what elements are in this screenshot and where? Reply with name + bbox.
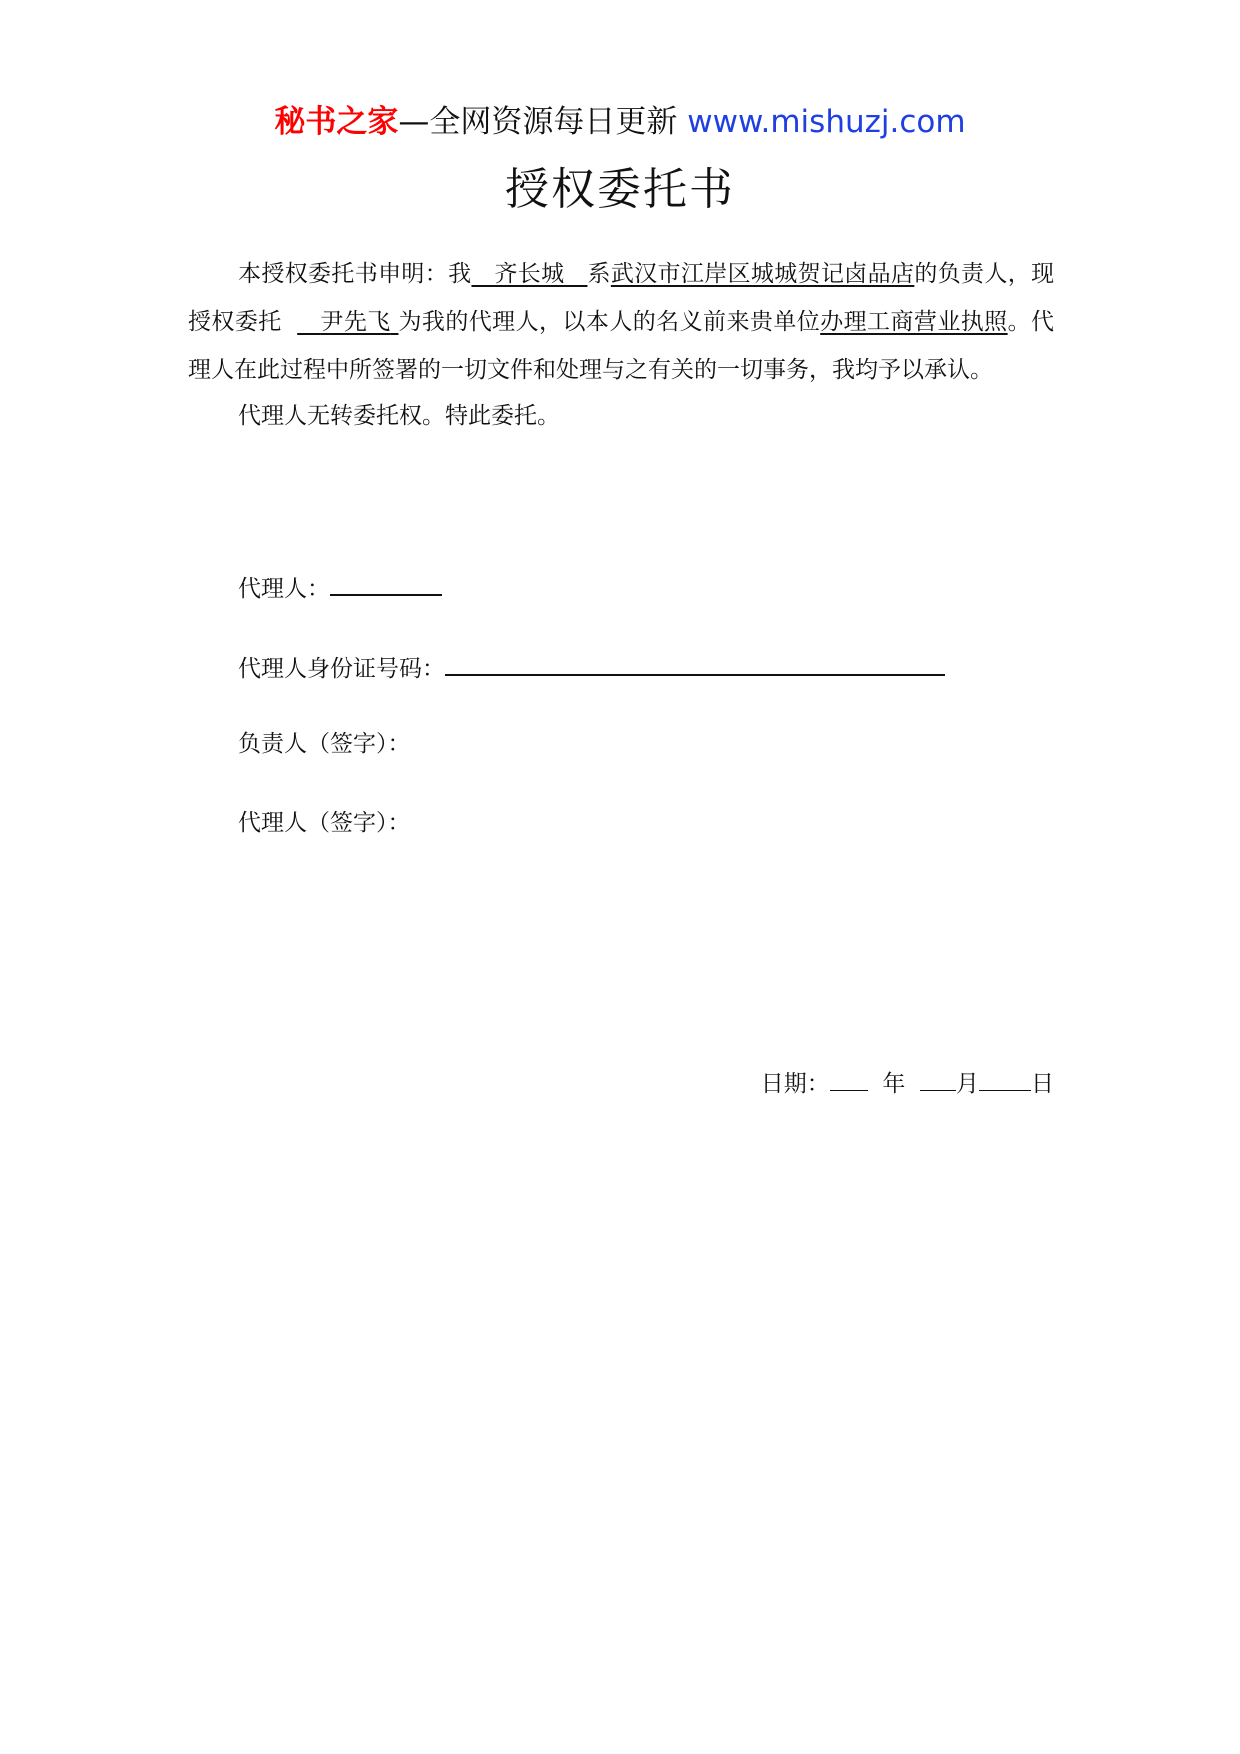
agent-label: 代理人：: [238, 576, 330, 602]
date-year-label: 年: [882, 1071, 906, 1097]
no-subdelegation-paragraph: 代理人无转委托权。特此委托。: [238, 403, 560, 429]
agent-name-field: 尹先飞: [320, 309, 391, 335]
agent-signature-row: [238, 807, 411, 839]
principal-name-field: 齐长城: [494, 261, 565, 287]
para-prefix: 本授权委托书申明：我: [238, 261, 472, 287]
agent-id-row: [238, 650, 945, 685]
date-label: 日期：: [760, 1071, 830, 1097]
date-day-blank[interactable]: [979, 1068, 1031, 1091]
site-header: [0, 100, 1240, 144]
date-year-blank[interactable]: [830, 1068, 868, 1091]
para-mid2: 的负责人，现授权委托: [188, 261, 1055, 335]
agent-id-label: 代理人身份证号码：: [238, 656, 445, 682]
agent-name-blank[interactable]: [330, 570, 442, 596]
store-name-field: 武汉市江岸区城城贺记卤品店: [610, 261, 915, 287]
site-url-link[interactable]: www.mishuzj.com: [687, 104, 966, 140]
date-day-label: 日: [1031, 1071, 1054, 1097]
para-mid1: 系: [587, 261, 611, 287]
date-row: [761, 1068, 1054, 1100]
date-month-blank[interactable]: [920, 1068, 956, 1091]
date-month-label: 月: [956, 1071, 979, 1097]
para-mid3: 为我的代理人，以本人的名义前来贵单位: [398, 309, 821, 335]
principal-sign-label: 负责人（签字）：: [238, 731, 411, 757]
matter-field: 办理工商营业执照: [820, 309, 1008, 335]
agent-sign-label: 代理人（签字）：: [238, 810, 411, 836]
document-body: [188, 250, 1054, 438]
brand-name: 秘书之家: [274, 104, 399, 140]
agent-id-blank[interactable]: [445, 650, 945, 676]
agent-row: [238, 570, 442, 605]
authorization-paragraph: [188, 250, 1054, 394]
principal-signature-row: [238, 728, 411, 760]
header-tagline: —全网资源每日更新: [398, 104, 678, 140]
document-title: 授权委托书: [505, 164, 735, 215]
para-suffix: 。代理人在此过程中所签署的一切文件和处理与之有关的一切事务，我均予以承认。: [188, 309, 1055, 383]
